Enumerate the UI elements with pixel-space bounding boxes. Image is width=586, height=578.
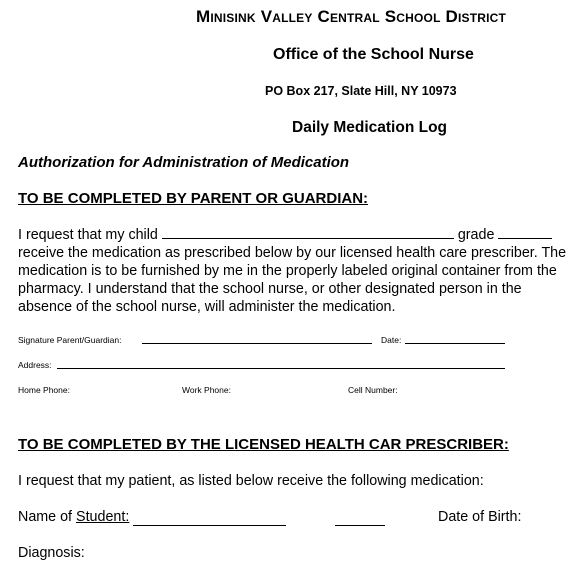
address-field[interactable] bbox=[57, 368, 505, 369]
prescriber-request-text: I request that my patient, as listed below receive the following medication: bbox=[18, 473, 484, 489]
request-text: I request that my child bbox=[18, 227, 158, 243]
diagnosis-label: Diagnosis: bbox=[18, 545, 85, 561]
signature-label: Signature Parent/Guardian: bbox=[18, 335, 122, 345]
date-label: Date: bbox=[381, 335, 402, 345]
student-name-field[interactable] bbox=[133, 525, 286, 526]
paragraph-line: medication is to be furnished by me in the properly labeled original container from the bbox=[18, 263, 557, 279]
date-of-birth-label: Date of Birth: bbox=[438, 509, 522, 525]
parent-section-heading: TO BE COMPLETED BY PARENT OR GUARDIAN: bbox=[18, 190, 369, 207]
signature-field[interactable] bbox=[142, 343, 372, 344]
home-phone-label: Home Phone: bbox=[18, 385, 70, 395]
prescriber-section-heading: TO BE COMPLETED BY THE LICENSED HEALTH CAR PRESCRIBER: bbox=[18, 436, 509, 453]
date-field[interactable] bbox=[405, 343, 505, 344]
office-title: Office of the School Nurse bbox=[273, 46, 474, 63]
paragraph-line: pharmacy. I understand that the school nurse, or other designated person in the bbox=[18, 281, 522, 297]
paragraph-line: absence of the school nurse, will administer the medication. bbox=[18, 299, 396, 315]
work-phone-label: Work Phone: bbox=[182, 385, 231, 395]
student-extra-field[interactable] bbox=[335, 525, 385, 526]
address-label: Address: bbox=[18, 360, 52, 370]
student-label: Student: bbox=[76, 509, 130, 525]
log-title: Daily Medication Log bbox=[292, 119, 448, 136]
parent-request-paragraph bbox=[18, 226, 584, 316]
cell-number-label: Cell Number: bbox=[348, 385, 398, 395]
grade-field[interactable] bbox=[498, 226, 552, 239]
student-name-row bbox=[18, 509, 129, 525]
child-name-field[interactable] bbox=[162, 226, 454, 239]
grade-label: grade bbox=[457, 227, 495, 243]
office-address: PO Box 217, Slate Hill, NY 10973 bbox=[265, 84, 457, 98]
paragraph-line: receive the medication as prescribed below by our licensed health care prescriber. The bbox=[18, 245, 567, 261]
district-title: Minisink Valley Central School District bbox=[196, 7, 507, 26]
name-of-label: Name of bbox=[18, 509, 73, 525]
authorization-title: Authorization for Administration of Medication bbox=[18, 154, 350, 171]
